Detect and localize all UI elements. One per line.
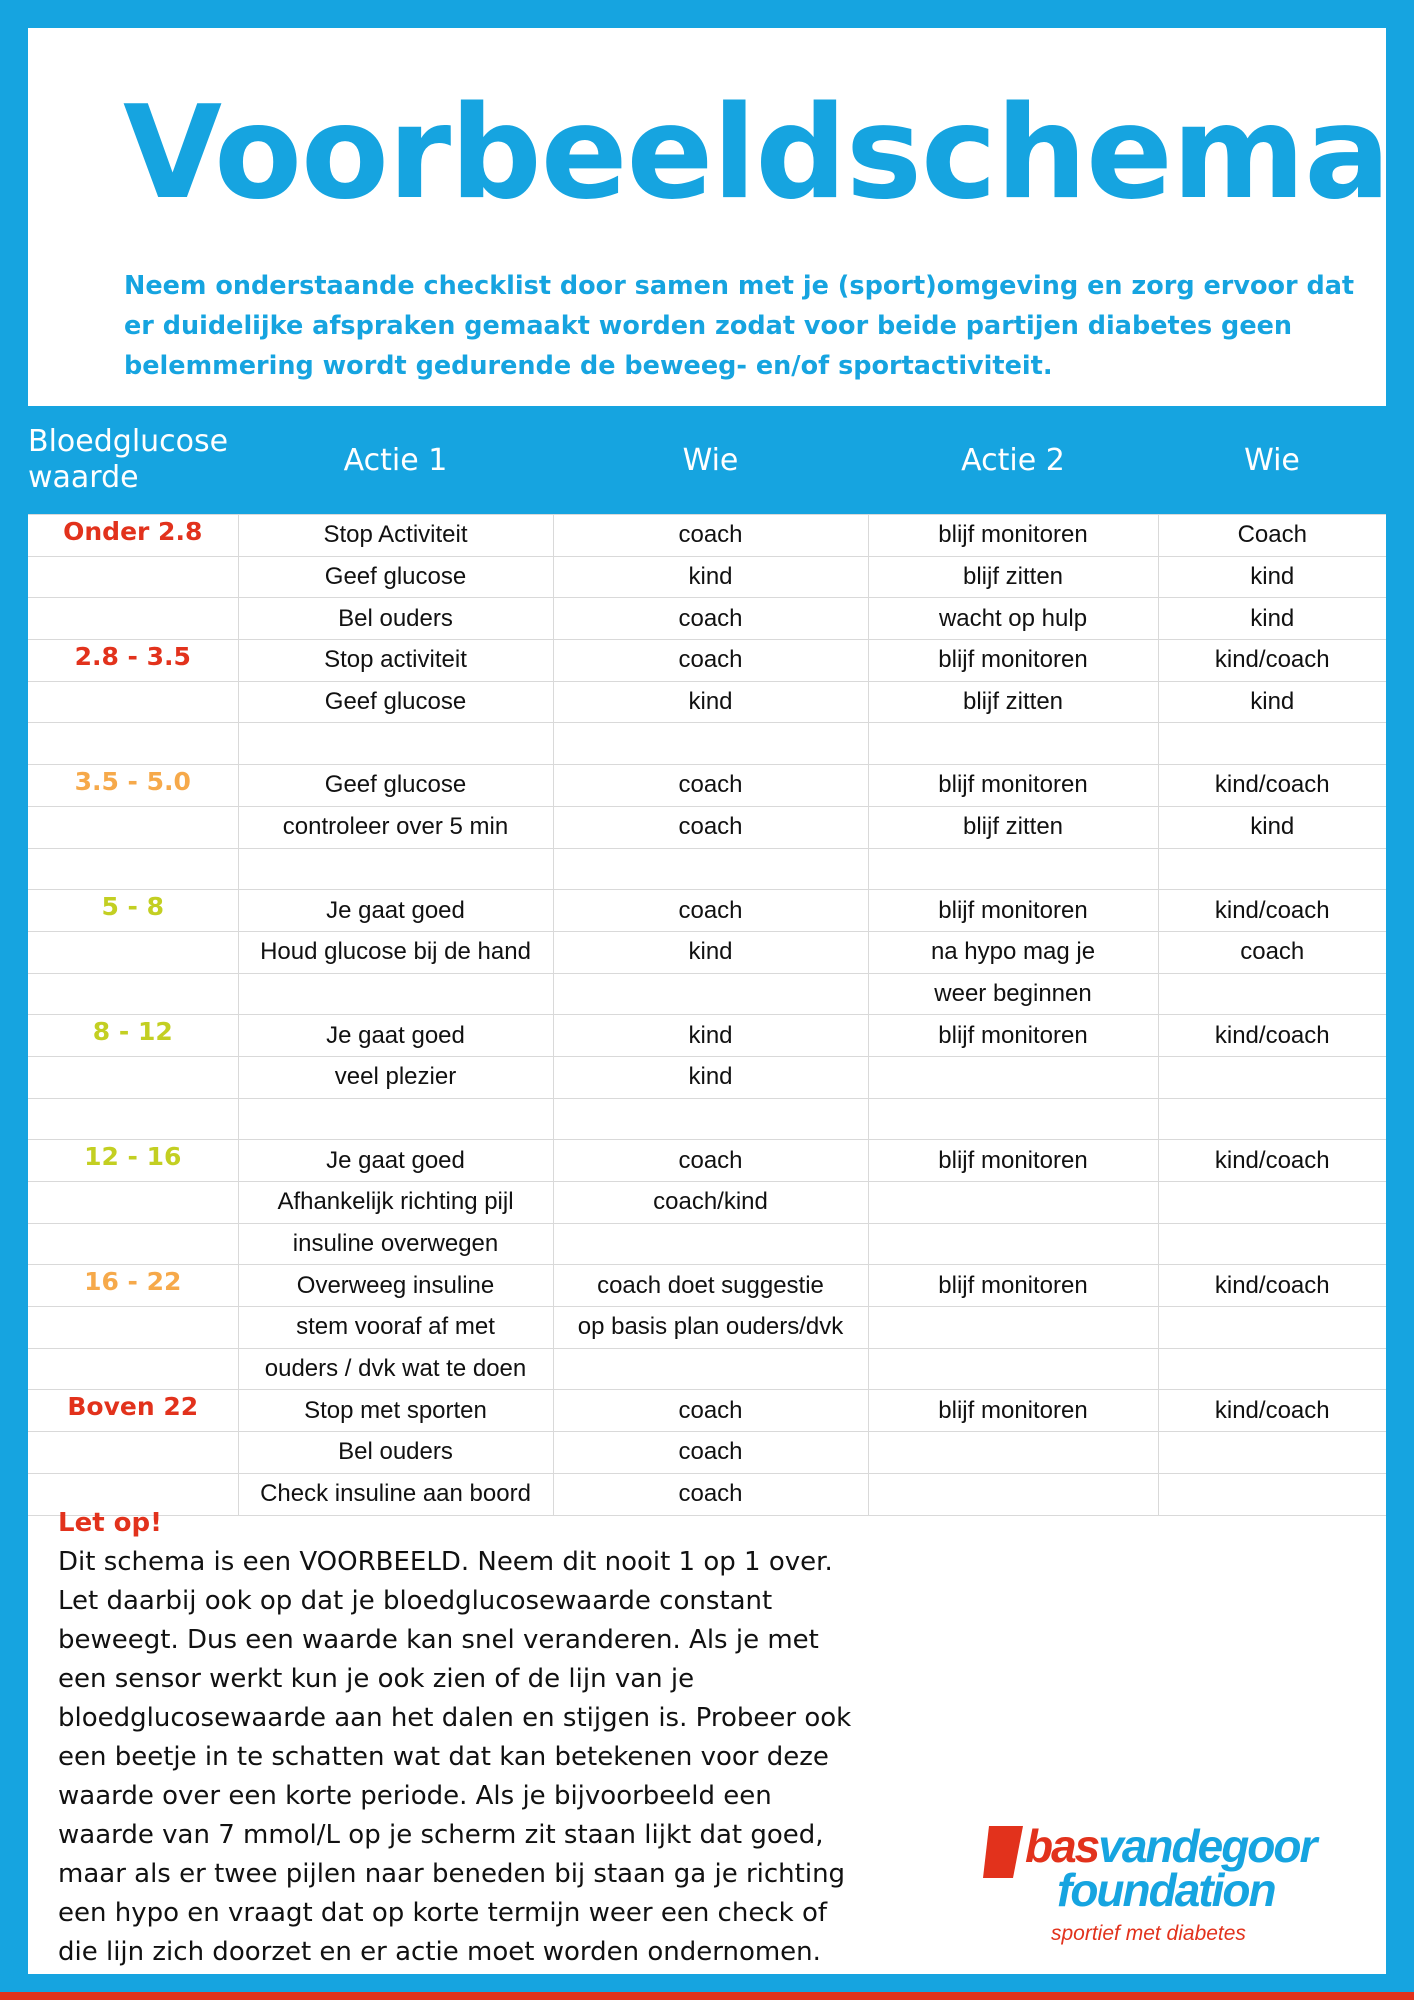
note-line: waarde van 7 mmol/L op je scherm zit staan lijkt dat goed, bbox=[58, 1820, 824, 1850]
wie-1-cell bbox=[553, 1223, 868, 1265]
schema-table-body bbox=[28, 515, 1386, 1516]
note-line: een hypo en vraagt dat op korte termijn weer een check of bbox=[58, 1898, 828, 1928]
actie-1-cell bbox=[238, 1098, 553, 1140]
actie-2-cell: blijf monitoren bbox=[868, 765, 1158, 807]
glucose-level-cell: Boven 22 bbox=[28, 1390, 238, 1432]
glucose-level-cell bbox=[28, 1432, 238, 1474]
glucose-level-cell: Onder 2.8 bbox=[28, 515, 238, 557]
actie-1-cell: Je gaat goed bbox=[238, 890, 553, 932]
glucose-level-cell bbox=[28, 598, 238, 640]
wie-2-cell bbox=[1158, 723, 1386, 765]
table-row bbox=[28, 640, 1386, 682]
wie-2-cell bbox=[1158, 1348, 1386, 1390]
note-line: beweegt. Dus een waarde kan snel veranderen. Als je met bbox=[58, 1625, 819, 1655]
actie-1-cell bbox=[238, 973, 553, 1015]
actie-2-cell bbox=[868, 1098, 1158, 1140]
glucose-level-cell: 16 - 22 bbox=[28, 1265, 238, 1307]
schema-table-wrap bbox=[28, 406, 1386, 1516]
wie-2-cell: kind bbox=[1158, 598, 1386, 640]
actie-1-cell: insuline overwegen bbox=[238, 1223, 553, 1265]
foundation-logo bbox=[983, 1818, 1363, 1948]
header-actie-2: Actie 2 bbox=[868, 406, 1158, 515]
actie-2-cell bbox=[868, 1432, 1158, 1474]
wie-1-cell bbox=[553, 1098, 868, 1140]
header-wie-2: Wie bbox=[1158, 406, 1386, 515]
wie-2-cell: kind bbox=[1158, 556, 1386, 598]
glucose-level-cell bbox=[28, 1182, 238, 1224]
poster-page bbox=[28, 28, 1390, 1974]
actie-2-cell: blijf monitoren bbox=[868, 890, 1158, 932]
table-row bbox=[28, 1015, 1386, 1057]
note-line: Let daarbij ook op dat je bloedglucosewaarde constant bbox=[58, 1586, 773, 1616]
wie-2-cell bbox=[1158, 1182, 1386, 1224]
wie-2-cell: kind/coach bbox=[1158, 1140, 1386, 1182]
wie-2-cell: kind/coach bbox=[1158, 1390, 1386, 1432]
actie-2-cell: blijf zitten bbox=[868, 556, 1158, 598]
page-title: Voorbeeldschema bbox=[123, 79, 1390, 228]
table-row bbox=[28, 1056, 1386, 1098]
table-row bbox=[28, 515, 1386, 557]
wie-1-cell bbox=[553, 973, 868, 1015]
actie-1-cell: Bel ouders bbox=[238, 598, 553, 640]
glucose-level-cell bbox=[28, 1056, 238, 1098]
glucose-level-cell bbox=[28, 973, 238, 1015]
table-row bbox=[28, 556, 1386, 598]
table-row bbox=[28, 1390, 1386, 1432]
note-section bbox=[58, 1504, 988, 1972]
actie-1-cell: Je gaat goed bbox=[238, 1140, 553, 1182]
intro-text: Neem onderstaande checklist door samen met je (sport)omgeving en zorg ervoor dat er duidelijke afspraken gemaakt worden zodat voor beide partijen diabetes geen belemmering wordt gedurende de beweeg- en/of sportactiviteit. bbox=[124, 271, 1355, 381]
table-row bbox=[28, 1140, 1386, 1182]
actie-1-cell: Geef glucose bbox=[238, 765, 553, 807]
actie-2-cell: weer beginnen bbox=[868, 973, 1158, 1015]
glucose-level-cell bbox=[28, 806, 238, 848]
wie-1-cell: kind bbox=[553, 556, 868, 598]
wie-1-cell: kind bbox=[553, 1056, 868, 1098]
actie-2-cell: blijf monitoren bbox=[868, 1390, 1158, 1432]
table-row bbox=[28, 1432, 1386, 1474]
actie-1-cell: Bel ouders bbox=[238, 1432, 553, 1474]
table-row bbox=[28, 598, 1386, 640]
wie-1-cell: kind bbox=[553, 681, 868, 723]
note-line: Dit schema is een VOORBEELD. Neem dit nooit 1 op 1 over. bbox=[58, 1547, 833, 1577]
wie-2-cell bbox=[1158, 1307, 1386, 1349]
glucose-level-cell bbox=[28, 1098, 238, 1140]
actie-1-cell: Geef glucose bbox=[238, 681, 553, 723]
glucose-level-cell bbox=[28, 848, 238, 890]
actie-2-cell: blijf monitoren bbox=[868, 1140, 1158, 1182]
header-actie-1: Actie 1 bbox=[238, 406, 553, 515]
actie-1-cell: Houd glucose bij de hand bbox=[238, 931, 553, 973]
header-wie-1: Wie bbox=[553, 406, 868, 515]
actie-1-cell: Check insuline aan boord bbox=[238, 1473, 553, 1515]
table-row bbox=[28, 1307, 1386, 1349]
note-line: maar als er twee pijlen naar beneden bij staan ga je richting bbox=[58, 1859, 846, 1889]
actie-2-cell: blijf zitten bbox=[868, 681, 1158, 723]
wie-1-cell bbox=[553, 848, 868, 890]
table-row bbox=[28, 681, 1386, 723]
table-row bbox=[28, 973, 1386, 1015]
actie-1-cell: veel plezier bbox=[238, 1056, 553, 1098]
actie-1-cell: stem vooraf af met bbox=[238, 1307, 553, 1349]
wie-1-cell bbox=[553, 723, 868, 765]
wie-2-cell: kind/coach bbox=[1158, 1265, 1386, 1307]
wie-1-cell: coach bbox=[553, 1390, 868, 1432]
logo-red-flag-icon bbox=[983, 1826, 1023, 1878]
wie-2-cell bbox=[1158, 1473, 1386, 1515]
wie-2-cell: kind/coach bbox=[1158, 1015, 1386, 1057]
actie-2-cell: blijf monitoren bbox=[868, 640, 1158, 682]
actie-2-cell: na hypo mag je bbox=[868, 931, 1158, 973]
actie-2-cell: blijf monitoren bbox=[868, 1015, 1158, 1057]
glucose-level-cell bbox=[28, 1223, 238, 1265]
wie-2-cell: kind/coach bbox=[1158, 765, 1386, 807]
bottom-red-strip bbox=[0, 1992, 1414, 2000]
wie-2-cell: coach bbox=[1158, 931, 1386, 973]
wie-1-cell: coach bbox=[553, 765, 868, 807]
wie-2-cell bbox=[1158, 1098, 1386, 1140]
actie-2-cell bbox=[868, 848, 1158, 890]
logo-bas: bas bbox=[1025, 1820, 1099, 1872]
wie-2-cell bbox=[1158, 1432, 1386, 1474]
wie-1-cell: coach bbox=[553, 515, 868, 557]
actie-2-cell bbox=[868, 1223, 1158, 1265]
wie-1-cell: coach/kind bbox=[553, 1182, 868, 1224]
glucose-level-cell: 12 - 16 bbox=[28, 1140, 238, 1182]
note-line: waarde over een korte periode. Als je bijvoorbeeld een bbox=[58, 1781, 772, 1811]
actie-1-cell bbox=[238, 723, 553, 765]
logo-vandegoor: vandegoor bbox=[1098, 1820, 1316, 1872]
actie-1-cell: controleer over 5 min bbox=[238, 806, 553, 848]
wie-2-cell bbox=[1158, 1056, 1386, 1098]
table-row bbox=[28, 806, 1386, 848]
wie-2-cell: kind bbox=[1158, 806, 1386, 848]
actie-2-cell bbox=[868, 723, 1158, 765]
wie-1-cell: kind bbox=[553, 931, 868, 973]
actie-1-cell: Stop Activiteit bbox=[238, 515, 553, 557]
actie-2-cell bbox=[868, 1348, 1158, 1390]
wie-1-cell: coach bbox=[553, 1140, 868, 1182]
glucose-level-cell bbox=[28, 931, 238, 973]
schema-table bbox=[28, 406, 1386, 1516]
table-row bbox=[28, 723, 1386, 765]
wie-1-cell: coach bbox=[553, 1473, 868, 1515]
actie-2-cell: blijf monitoren bbox=[868, 515, 1158, 557]
actie-1-cell: Stop met sporten bbox=[238, 1390, 553, 1432]
table-row bbox=[28, 848, 1386, 890]
wie-2-cell: kind/coach bbox=[1158, 640, 1386, 682]
wie-2-cell bbox=[1158, 1223, 1386, 1265]
wie-1-cell: coach bbox=[553, 1432, 868, 1474]
actie-1-cell: Stop activiteit bbox=[238, 640, 553, 682]
actie-2-cell: blijf monitoren bbox=[868, 1265, 1158, 1307]
glucose-level-cell: 5 - 8 bbox=[28, 890, 238, 932]
actie-2-cell: blijf zitten bbox=[868, 806, 1158, 848]
note-line: een beetje in te schatten wat dat kan betekenen voor deze bbox=[58, 1742, 829, 1772]
glucose-level-cell bbox=[28, 723, 238, 765]
wie-2-cell: kind/coach bbox=[1158, 890, 1386, 932]
table-row bbox=[28, 1182, 1386, 1224]
wie-1-cell: coach bbox=[553, 598, 868, 640]
wie-1-cell: coach bbox=[553, 890, 868, 932]
logo-tagline: sportief met diabetes bbox=[1051, 1922, 1246, 1945]
actie-2-cell: wacht op hulp bbox=[868, 598, 1158, 640]
wie-2-cell: kind bbox=[1158, 681, 1386, 723]
wie-1-cell: kind bbox=[553, 1015, 868, 1057]
glucose-level-cell bbox=[28, 556, 238, 598]
actie-1-cell: Je gaat goed bbox=[238, 1015, 553, 1057]
wie-1-cell: coach bbox=[553, 640, 868, 682]
glucose-level-cell bbox=[28, 1307, 238, 1349]
actie-1-cell: Afhankelijk richting pijl bbox=[238, 1182, 553, 1224]
wie-2-cell bbox=[1158, 973, 1386, 1015]
wie-2-cell: Coach bbox=[1158, 515, 1386, 557]
wie-1-cell: op basis plan ouders/dvk bbox=[553, 1307, 868, 1349]
note-title: Let op! bbox=[58, 1508, 163, 1538]
glucose-level-cell: 3.5 - 5.0 bbox=[28, 765, 238, 807]
header-bloedglucose: Bloedglucose waarde bbox=[28, 406, 238, 515]
table-row bbox=[28, 1098, 1386, 1140]
table-row bbox=[28, 1348, 1386, 1390]
foundation-logo-graphic bbox=[983, 1818, 1363, 1948]
actie-1-cell: Geef glucose bbox=[238, 556, 553, 598]
note-body bbox=[58, 1543, 988, 1972]
wie-1-cell: coach bbox=[553, 806, 868, 848]
table-row bbox=[28, 890, 1386, 932]
glucose-level-cell bbox=[28, 1348, 238, 1390]
note-line: bloedglucosewaarde aan het dalen en stijgen is. Probeer ook bbox=[58, 1703, 852, 1733]
actie-1-cell: ouders / dvk wat te doen bbox=[238, 1348, 553, 1390]
wie-1-cell bbox=[553, 1348, 868, 1390]
table-row bbox=[28, 931, 1386, 973]
actie-1-cell: Overweeg insuline bbox=[238, 1265, 553, 1307]
note-line: die lijn zich doorzet en er actie moet worden ondernomen. bbox=[58, 1937, 821, 1967]
glucose-level-cell: 8 - 12 bbox=[28, 1015, 238, 1057]
wie-1-cell: coach doet suggestie bbox=[553, 1265, 868, 1307]
table-row bbox=[28, 1223, 1386, 1265]
actie-2-cell bbox=[868, 1056, 1158, 1098]
table-row bbox=[28, 765, 1386, 807]
logo-foundation: foundation bbox=[1057, 1864, 1275, 1916]
table-header-row bbox=[28, 406, 1386, 515]
actie-1-cell bbox=[238, 848, 553, 890]
actie-2-cell bbox=[868, 1307, 1158, 1349]
wie-2-cell bbox=[1158, 848, 1386, 890]
actie-2-cell bbox=[868, 1182, 1158, 1224]
note-line: een sensor werkt kun je ook zien of de lijn van je bbox=[58, 1664, 695, 1694]
glucose-level-cell bbox=[28, 681, 238, 723]
glucose-level-cell: 2.8 - 3.5 bbox=[28, 640, 238, 682]
table-row bbox=[28, 1265, 1386, 1307]
